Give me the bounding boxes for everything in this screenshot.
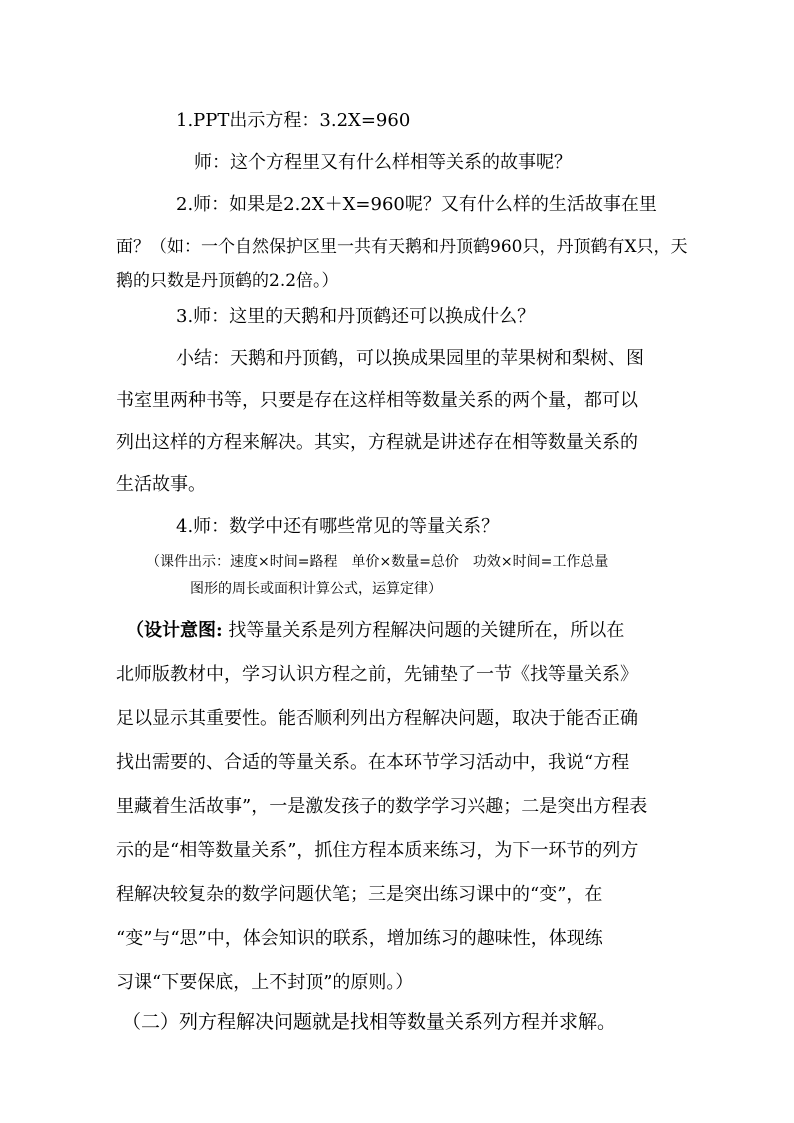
text-line: 3.师：这里的天鹅和丹顶鹤还可以换成什么？	[176, 306, 536, 327]
text-line: 习课“下要保底，上不封顶”的原则。）	[116, 972, 414, 993]
text-line: 足以显示其重要性。能否顺利列出方程解决问题，取决于能否正确	[116, 708, 638, 729]
text-line: 面？（如：一个自然保护区里一共有天鹅和丹顶鹤960只，丹顶鹤有X只，天	[116, 237, 688, 257]
text-line: 4.师：数学中还有哪些常见的等量关系？	[176, 516, 500, 537]
text-line: 北师版教材中，学习认识方程之前，先铺垫了一节《找等量关系》	[116, 664, 638, 685]
text-line: 列出这样的方程来解决。其实，方程就是讲述存在相等数量关系的	[116, 432, 638, 453]
text-line: 小结：天鹅和丹顶鹤，可以换成果园里的苹果树和梨树、图	[176, 348, 644, 369]
design-intent-text: 找等量关系是列方程解决问题的关键所在，所以在	[228, 620, 625, 641]
text-line: 1.PPT出示方程：3.2X=960	[176, 110, 411, 131]
text-line: 找出需要的、合适的等量关系。在本环节学习活动中，我说“方程	[116, 752, 630, 773]
text-line: 示的是“相等数量关系”，抓住方程本质来练习，为下一环节的列方	[116, 840, 639, 861]
text-line: （课件出示：速度×时间=路程 单价×数量=总价 功效×时间=工作总量	[146, 554, 609, 570]
section-heading: （二）列方程解决问题就是找相等数量关系列方程并求解。	[122, 1011, 617, 1033]
text-line: 生活故事。	[116, 474, 206, 495]
text-line: 2.师：如果是2.2X＋X=960呢？又有什么样的生活故事在里	[176, 194, 657, 215]
text-line: “变”与“思”中，体会知识的联系，增加练习的趣味性，体现练	[116, 928, 603, 949]
design-intent-label: （设计意图:	[126, 620, 223, 641]
text-line: 师：这个方程里又有什么样相等关系的故事呢？	[194, 152, 572, 173]
text-line	[126, 616, 624, 642]
text-line: 鹅的只数是丹顶鹤的2.2倍。）	[116, 271, 339, 291]
text-line: 程解决较复杂的数学问题伏笔；三是突出练习课中的“变”，在	[116, 884, 603, 905]
text-line: 书室里两种书等，只要是存在这样相等数量关系的两个量，都可以	[116, 390, 638, 411]
text-line: 里藏着生活故事”，一是激发孩子的数学学习兴趣；二是突出方程表	[116, 796, 648, 817]
text-line: 图形的周长或面积计算公式，运算定律）	[190, 581, 442, 597]
